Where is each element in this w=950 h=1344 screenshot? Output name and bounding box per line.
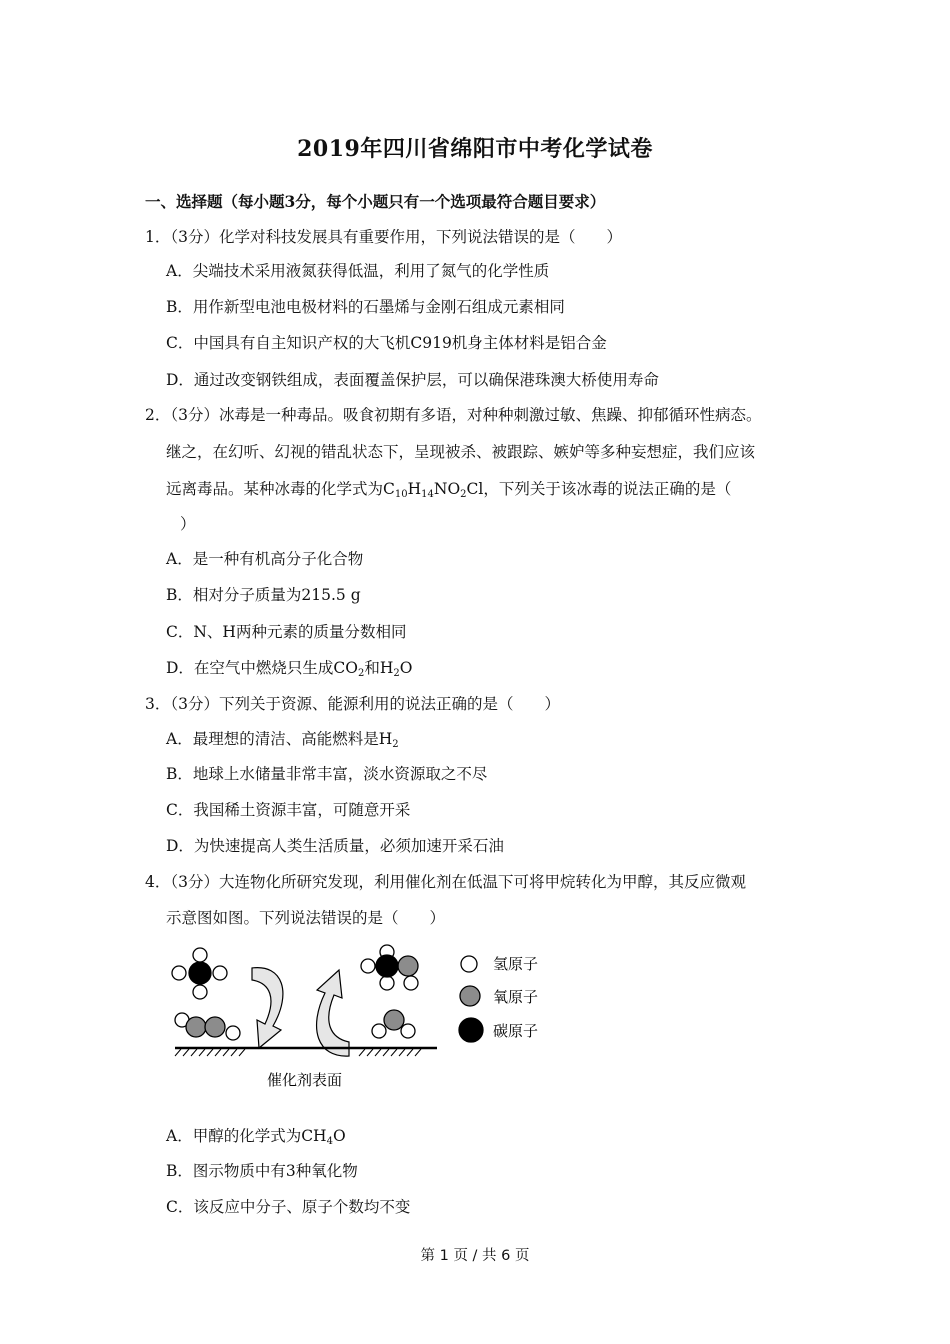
hydrogen-atom: [193, 985, 207, 999]
question-2-stem-line-3: 远离毒品。某种冰毒的化学式为$C_{10}H_{14}NO_2Cl$，下列关于该冰毒的说法正确的是（: [166, 480, 732, 500]
oxygen-atom: [384, 1010, 404, 1030]
page-footer: 第 1 页 / 共 6 页: [420, 1248, 530, 1264]
legend-hydrogen-icon: [461, 956, 477, 972]
question-1-option-a: A．尖端技术采用液氮获得低温，利用了氮气的化学性质: [166, 262, 550, 280]
question-2-stem-line-2: 继之，在幻听、幻视的错乱状态下，呈现被杀、被跟踪、嫉妒等多种妄想症，我们应该: [166, 443, 756, 461]
question-3-option-d: D．为快速提高人类生活质量，必须加速开采石油: [166, 837, 504, 855]
question-4-stem-line-1: 4．（3分）大连物化所研究发现，利用催化剂在低温下可将甲烷转化为甲醇，其反应微观: [145, 873, 746, 891]
question-2-option-d: D．在空气中燃烧只生成$CO_2$和$H_2O$: [166, 659, 413, 679]
question-3-stem: 3．（3分）下列关于资源、能源利用的说法正确的是（ ）: [145, 695, 560, 713]
question-1-option-c: C．中国具有自主知识产权的大飞机C919机身主体材料是铝合金: [166, 334, 607, 352]
legend-hydrogen-label: 氢原子: [493, 955, 539, 973]
hydrogen-atom: [213, 966, 227, 980]
oxygen-atom: [398, 956, 418, 976]
hydrogen-atom: [372, 1024, 386, 1038]
section-heading: 一、选择题（每小题3分，每个小题只有一个选项最符合题目要求）: [145, 192, 606, 211]
question-1-option-b: B．用作新型电池电极材料的石墨烯与金刚石组成元素相同: [166, 298, 565, 316]
oxygen-atom: [186, 1017, 206, 1037]
page-title: 2019年四川省绵阳市中考化学试卷: [297, 136, 653, 162]
question-3-option-c: C．我国稀土资源丰富，可随意开采: [166, 801, 411, 819]
oxygen-atom: [205, 1017, 225, 1037]
question-2-option-c: C．N、H两种元素的质量分数相同: [166, 623, 407, 641]
question-3-option-b: B．地球上水储量非常丰富，淡水资源取之不尽: [166, 765, 488, 783]
hydrogen-atom: [380, 976, 394, 990]
reaction-diagram-svg: [165, 938, 565, 1098]
hydrogen-peroxide-molecule: [175, 1013, 240, 1040]
methanol-molecule: [361, 945, 418, 990]
legend-carbon-icon: [459, 1018, 483, 1042]
reaction-diagram: [165, 938, 565, 1098]
question-4-option-b: B．图示物质中有3种氧化物: [166, 1162, 358, 1180]
question-4-option-a: A．甲醇的化学式为$CH_4O$: [166, 1127, 346, 1147]
legend-oxygen-icon: [460, 986, 480, 1006]
carbon-atom: [189, 962, 211, 984]
question-3-option-a: A．最理想的清洁、高能燃料是$H_2$: [166, 730, 399, 750]
question-2-stem-line-4: ）: [180, 515, 196, 533]
question-4-stem-line-2: 示意图如图。下列说法错误的是（ ）: [166, 909, 446, 927]
hydrogen-atom: [193, 948, 207, 962]
hydrogen-atom: [361, 959, 375, 973]
hydrogen-atom: [404, 976, 418, 990]
methane-molecule: [172, 948, 227, 999]
catalyst-surface-label: 催化剂表面: [267, 1071, 343, 1089]
curved-arrow-icon: [252, 968, 283, 1048]
hydrogen-atom: [401, 1024, 415, 1038]
question-2-option-b: B．相对分子质量为215.5 g: [166, 586, 361, 604]
curved-arrow-icon: [317, 970, 349, 1056]
hydrogen-atom: [226, 1026, 240, 1040]
legend-carbon-label: 碳原子: [493, 1022, 539, 1040]
question-4-option-c: C．该反应中分子、原子个数均不变: [166, 1198, 411, 1216]
hydrogen-atom: [172, 966, 186, 980]
water-molecule: [372, 1010, 415, 1038]
catalyst-surface-hatching: [175, 1049, 421, 1056]
question-2-option-a: A．是一种有机高分子化合物: [166, 550, 364, 568]
legend-oxygen-label: 氧原子: [493, 988, 539, 1006]
question-2-stem-line-1: 2．（3分）冰毒是一种毒品。吸食初期有多语，对种种刺激过敏、焦躁、抑郁循环性病态。: [145, 406, 762, 424]
carbon-atom: [376, 955, 398, 977]
question-1-option-d: D．通过改变钢铁组成，表面覆盖保护层，可以确保港珠澳大桥使用寿命: [166, 371, 659, 389]
question-1-stem: 1．（3分）化学对科技发展具有重要作用，下列说法错误的是（ ）: [145, 228, 622, 246]
